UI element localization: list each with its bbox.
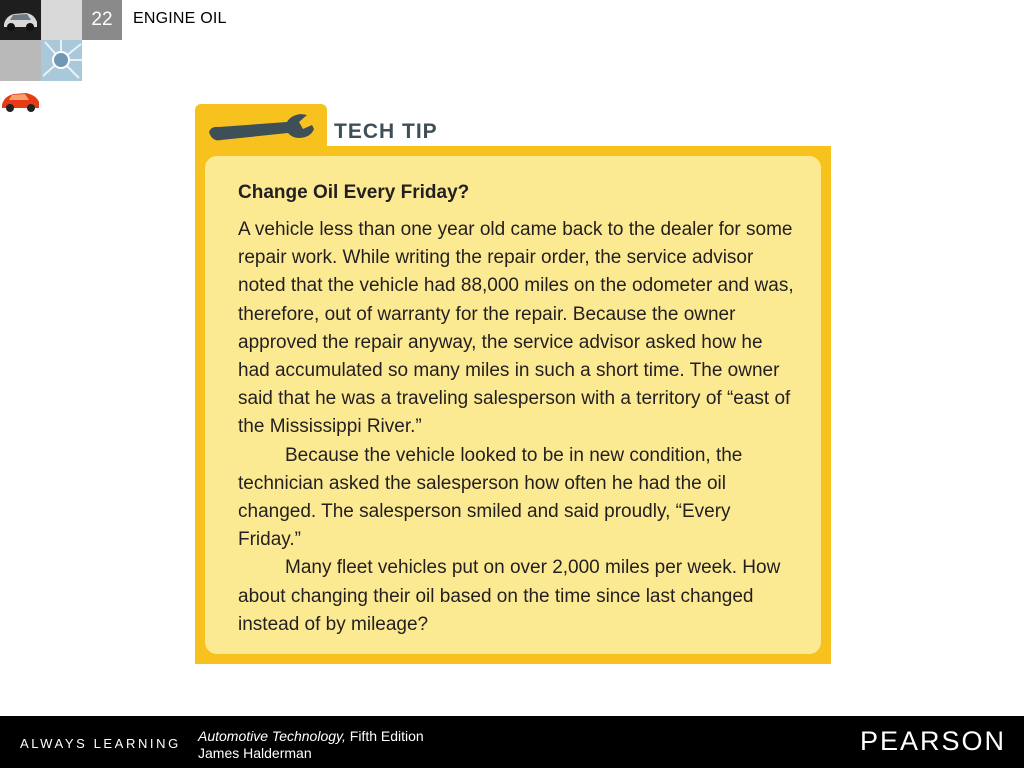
car-icon: [0, 0, 41, 40]
tech-tip-body: [238, 216, 798, 639]
publisher-logo: PEARSON: [859, 726, 1006, 756]
book-edition: Fifth Edition: [345, 728, 424, 744]
chapter-number: 22: [82, 0, 122, 40]
car-icon: [0, 81, 41, 122]
chapter-title: ENGINE OIL: [133, 10, 227, 27]
tech-tip-paragraph: Many fleet vehicles put on over 2,000 miles per week. How about changing their oil based on the time since last changed instead of by mileage?: [238, 557, 781, 635]
book-author: James Halderman: [198, 745, 312, 761]
book-citation: [198, 728, 424, 762]
silver-car-thumbnail: [0, 0, 41, 40]
footer-bar: [0, 716, 1024, 768]
mosaic-tile: [0, 40, 41, 81]
gear-thumbnail: [41, 40, 82, 81]
tech-tip-tab: [195, 104, 327, 152]
tech-tip-paragraph: Because the vehicle looked to be in new condition, the technician asked the salesperson how often he had the oil changed. The salesperson smiled and said proudly, “Every Friday.”: [238, 444, 743, 551]
mosaic-tile: [41, 0, 82, 40]
wrench-icon: [195, 104, 327, 152]
tech-tip-heading: Change Oil Every Friday?: [238, 182, 470, 203]
footer-tagline: ALWAYS LEARNING: [20, 736, 181, 751]
tech-tip-paragraph: A vehicle less than one year old came back to the dealer for some repair work. While writing the repair order, the service advisor noted that the vehicle had 88,000 miles on the odometer and was, therefore, out of warranty for the repair. Because the owner approved the repair anyway, the service advisor asked how he had accumulated so many miles in such a short time. The owner said that he was a traveling salesperson with a territory of “east of the Mississippi River.”: [238, 219, 794, 438]
tech-tip-label: TECH TIP: [334, 120, 438, 143]
book-title: Automotive Technology,: [198, 728, 346, 744]
red-car-thumbnail: [0, 81, 41, 122]
tech-tip-box: [195, 104, 831, 664]
gear-icon: [41, 40, 82, 81]
